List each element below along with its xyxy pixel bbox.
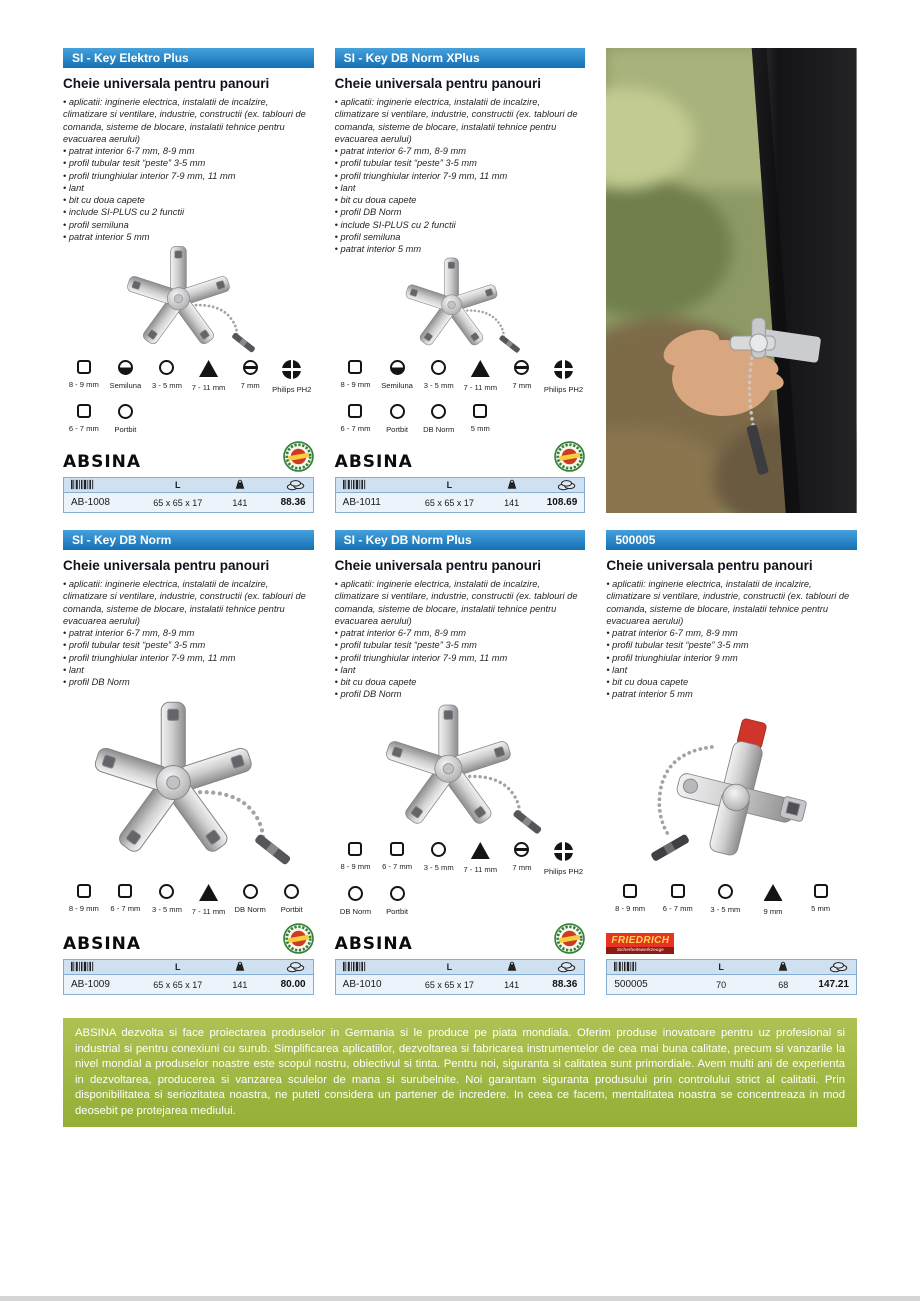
spec-table bbox=[335, 959, 586, 995]
profile-icon-label: 3 - 5 mm bbox=[423, 381, 454, 390]
product-photo bbox=[606, 48, 857, 513]
profile-icon bbox=[376, 404, 418, 434]
key-illustration bbox=[340, 701, 581, 840]
profile-icon-label: 3 - 5 mm bbox=[710, 905, 741, 914]
feature-bullet: • bit cu doua capete bbox=[334, 677, 417, 688]
feature-bullet: • profil DB Norm bbox=[334, 689, 402, 700]
circle-profile-icon bbox=[390, 886, 405, 901]
barcode-icon bbox=[71, 961, 134, 972]
feature-bullet: • patrat interior 6-7 mm, 8-9 mm bbox=[63, 146, 195, 157]
square-profile-icon bbox=[473, 404, 487, 418]
friedrich-logo-text: FRIEDRICH bbox=[606, 933, 674, 947]
feature-bullet: • lant bbox=[63, 182, 84, 193]
spec-table bbox=[606, 959, 857, 995]
feature-bullet: • profil triunghiular interior 7-9 mm, 11 mm bbox=[334, 170, 508, 181]
price-icon bbox=[530, 479, 577, 491]
feature-bullet: • lant bbox=[334, 182, 356, 193]
feature-list bbox=[335, 96, 586, 255]
product-title: Cheie universala pentru panouri bbox=[334, 76, 541, 91]
feature-bullet: • aplicatii: inginerie electrica, instalatii de incalzire, climatizare si ventilare, industrie, constructii (ex. tablouri de comanda, sisteme de blocare, instalatii tehnice pentru evacuarea aerului) bbox=[606, 579, 850, 626]
product-card-header: SI - Key Elektro Plus bbox=[63, 48, 314, 68]
triangle-profile-icon bbox=[471, 360, 490, 377]
product-price: 108.69 bbox=[546, 497, 578, 508]
brand-row bbox=[335, 923, 586, 954]
square-profile-icon bbox=[623, 884, 637, 898]
profile-icon-label: 6 - 7 mm bbox=[662, 904, 693, 913]
profile-icon-label: Portbit bbox=[280, 905, 303, 914]
feature-list bbox=[63, 578, 314, 688]
friedrich-logo bbox=[606, 933, 674, 954]
profile-icon-label: Semiluna bbox=[109, 381, 142, 390]
feature-bullet: • profil triunghiular interior 7-9 mm, 11 mm bbox=[63, 652, 236, 663]
profile-icon-label: DB Norm bbox=[234, 905, 266, 914]
product-price: 80.00 bbox=[280, 979, 306, 990]
company-description bbox=[63, 1018, 857, 1127]
product-code: AB-1009 bbox=[71, 979, 110, 990]
profile-icon bbox=[501, 360, 543, 394]
feature-bullet: • profil semiluna bbox=[63, 219, 129, 230]
product-title: Cheie universala pentru panouri bbox=[334, 558, 541, 573]
profile-icon-label: 6 - 7 mm bbox=[110, 904, 141, 913]
spec-table-row bbox=[336, 493, 585, 512]
product-title: Cheie universala pentru panouri bbox=[63, 76, 270, 91]
profile-icon-label: DB Norm bbox=[339, 907, 372, 916]
feature-bullet: • patrat interior 6-7 mm, 8-9 mm bbox=[63, 628, 195, 639]
dimensions-column-label: L bbox=[446, 480, 453, 490]
barcode-icon bbox=[343, 479, 406, 490]
page-edge-strip bbox=[0, 1296, 920, 1301]
product-dimensions: 65 x 65 x 17 bbox=[424, 979, 474, 990]
feature-bullet: • lant bbox=[334, 664, 356, 675]
semiluna-profile-icon bbox=[390, 360, 405, 375]
spec-table bbox=[63, 959, 314, 995]
profile-icon-label: 8 - 9 mm bbox=[68, 904, 99, 913]
product-title: Cheie universala pentru panouri bbox=[606, 558, 813, 573]
profile-icon-label: 7 - 11 mm bbox=[463, 865, 498, 874]
profile-icon-label: 7 mm bbox=[512, 863, 532, 872]
product-card-header: SI - Key DB Norm XPlus bbox=[335, 48, 586, 68]
profile-icon-label: Portbit bbox=[114, 425, 137, 434]
square-profile-icon bbox=[348, 404, 362, 418]
profile-icon bbox=[335, 360, 377, 394]
feature-bullet: • bit cu doua capete bbox=[63, 195, 145, 206]
feature-list bbox=[606, 578, 857, 701]
square-profile-icon bbox=[348, 842, 362, 856]
product-card-ab1008 bbox=[63, 48, 314, 513]
profile-icon-label: 7 - 11 mm bbox=[191, 907, 226, 916]
profile-icon bbox=[105, 404, 147, 434]
circle-profile-icon bbox=[718, 884, 733, 899]
profile-icon-label: 7 - 11 mm bbox=[191, 383, 226, 392]
feature-bullet: • profil triunghiular interior 7-9 mm, 11 mm bbox=[63, 170, 236, 181]
product-image bbox=[335, 701, 586, 840]
german-engineering-badge bbox=[554, 441, 585, 472]
profile-icon-label: Portbit bbox=[386, 425, 409, 434]
spec-table-header bbox=[336, 478, 585, 493]
circle-profile-icon bbox=[159, 360, 174, 375]
brand-row bbox=[63, 923, 314, 954]
triangle-profile-icon bbox=[471, 842, 490, 859]
profile-icon-label: Portbit bbox=[386, 907, 409, 916]
feature-bullet: • aplicatii: inginerie electrica, instalatii de incalzire, climatizare si ventilare, industrie, constructii (ex. tablouri de comanda, sisteme de blocare, instalatii tehnice pentru evacuarea aerului) bbox=[334, 579, 578, 626]
feature-bullet: • patrat interior 5 mm bbox=[606, 689, 693, 700]
feature-bullet: • profil semiluna bbox=[334, 231, 401, 242]
feature-bullet: • patrat interior 6-7 mm, 8-9 mm bbox=[606, 628, 738, 639]
company-description-text: ABSINA dezvolta si face proiectarea produselor in Germania si le produce pe piata mondiala. Oferim produse inovatoare pentru uz profesional si industrial si pentru conexiuni cu surub. Simplificarea aplicatiilor, dezvoltarea si fabricarea instrumentelor de cea mai buna calitate, precum si vanzarile la nivel mondial a produselor noastre este scopul nostru, obiectivul si tinta. Pentru noi, siguranta si calitatea sunt primordiale. Avem multi ani de experienta in dezvoltarea, producerea si vanzarea sculelor de mana si surubelnite. Noi garantam siguranta produsului prin controlului strict al calitatii. Prin disponibilitatea si seriozitatea noastra, ne puteti considera un partener de incredere. In ceea ce facem, mentalitatea noastra se concentreaza in mod deosebit pe protejarea mediului. bbox=[75, 1027, 845, 1117]
profile-icon bbox=[543, 842, 585, 876]
profile-icon bbox=[376, 360, 418, 394]
absina-logo: ABSINA bbox=[334, 934, 413, 954]
product-dimensions: 65 x 65 x 17 bbox=[424, 497, 474, 508]
absina-logo: ABSINA bbox=[334, 452, 413, 472]
product-price: 88.36 bbox=[552, 979, 578, 990]
circle-profile-icon bbox=[243, 884, 258, 899]
feature-list bbox=[63, 96, 314, 243]
product-code: AB-1008 bbox=[71, 497, 110, 508]
feature-bullet: • lant bbox=[606, 664, 628, 675]
profile-icon-label: Philips PH2 bbox=[543, 385, 584, 394]
profile-icon-label: Philips PH2 bbox=[272, 385, 312, 394]
product-card-ab1011 bbox=[335, 48, 586, 513]
profile-icon bbox=[229, 884, 271, 916]
profile-icon-label: 6 - 7 mm bbox=[68, 424, 99, 433]
barcode-icon bbox=[614, 961, 677, 972]
profile-icon-label: 8 - 9 mm bbox=[68, 380, 99, 389]
square-profile-icon bbox=[671, 884, 685, 898]
profile-icon bbox=[459, 404, 501, 434]
brand-row bbox=[63, 441, 314, 472]
square-profile-icon bbox=[77, 884, 91, 898]
price-icon bbox=[259, 961, 306, 973]
catalog-page bbox=[63, 48, 857, 1127]
german-engineering-badge bbox=[283, 923, 314, 954]
square-profile-icon bbox=[77, 360, 91, 374]
profile-icon-label: 8 - 9 mm bbox=[340, 862, 371, 871]
profile-icon bbox=[376, 886, 418, 916]
product-card-header: 500005 bbox=[606, 530, 857, 550]
profile-icon bbox=[229, 360, 271, 394]
profile-icon bbox=[335, 842, 377, 876]
product-code: AB-1011 bbox=[342, 497, 381, 508]
hand-with-key-photo bbox=[606, 48, 857, 513]
feature-bullet: • profil tubular tesit “peste” 3-5 mm bbox=[606, 640, 749, 651]
profile-icon bbox=[188, 884, 230, 916]
profile-icon-label: 7 mm bbox=[240, 381, 260, 390]
feature-bullet: • profil tubular tesit “peste” 3-5 mm bbox=[334, 158, 477, 169]
profile-icon-label: 7 - 11 mm bbox=[463, 383, 498, 392]
profile-icon-label: DB Norm bbox=[423, 425, 455, 434]
feature-bullet: • patrat interior 6-7 mm, 8-9 mm bbox=[334, 146, 467, 157]
spec-table-row bbox=[336, 975, 585, 994]
product-dimensions: 65 x 65 x 17 bbox=[153, 979, 203, 990]
profile-icons bbox=[335, 360, 586, 434]
philips-profile-icon bbox=[554, 360, 573, 379]
feature-bullet: • include SI-PLUS cu 2 functii bbox=[334, 219, 456, 230]
spec-table-header bbox=[64, 960, 313, 975]
dimensions-column-label: L bbox=[718, 962, 724, 972]
square-profile-icon bbox=[118, 884, 132, 898]
semiluna-profile-icon bbox=[118, 360, 133, 375]
feature-bullet: • include SI-PLUS cu 2 functii bbox=[63, 207, 185, 218]
slot-profile-icon bbox=[243, 360, 258, 375]
product-title: Cheie universala pentru panouri bbox=[63, 558, 270, 573]
feature-bullet: • patrat interior 6-7 mm, 8-9 mm bbox=[334, 628, 467, 639]
dimensions-column-label: L bbox=[175, 480, 181, 490]
profile-icons bbox=[63, 360, 314, 434]
product-weight: 68 bbox=[778, 979, 789, 990]
profile-icon bbox=[105, 884, 147, 916]
profile-icon bbox=[797, 884, 845, 916]
profile-icon-label: 3 - 5 mm bbox=[152, 381, 182, 390]
feature-list bbox=[335, 578, 586, 701]
price-icon bbox=[802, 961, 849, 973]
weight-icon bbox=[221, 961, 259, 972]
triangle-profile-icon bbox=[199, 884, 218, 901]
product-price: 88.36 bbox=[280, 497, 306, 508]
feature-bullet: • aplicatii: inginerie electrica, instalatii de incalzire, climatizare si ventilare, industrie, constructii (ex. tablouri de comanda, sisteme de blocare, instalatii tehnice pentru evacuarea aerului) bbox=[334, 97, 578, 144]
feature-bullet: • patrat interior 5 mm bbox=[334, 244, 422, 255]
dimensions-column-label: L bbox=[175, 962, 181, 972]
profile-icon bbox=[146, 884, 188, 916]
weight-icon bbox=[493, 479, 531, 490]
friedrich-logo-subtext: Sicherheitswerkzeuge bbox=[606, 947, 674, 954]
spec-table-row bbox=[607, 975, 856, 994]
profile-icon-label: 5 mm bbox=[470, 424, 490, 433]
product-card-header: SI - Key DB Norm bbox=[63, 530, 314, 550]
circle-profile-icon bbox=[390, 404, 405, 419]
product-weight: 141 bbox=[232, 979, 248, 990]
profile-icon bbox=[271, 884, 313, 916]
profile-icons bbox=[606, 884, 857, 916]
feature-bullet: • profil DB Norm bbox=[63, 677, 130, 688]
brand-row bbox=[335, 441, 586, 472]
profile-icon bbox=[749, 884, 797, 916]
square-profile-icon bbox=[390, 842, 404, 856]
profile-icon bbox=[63, 884, 105, 916]
product-image bbox=[335, 255, 586, 358]
profile-icon-label: 8 - 9 mm bbox=[340, 380, 371, 389]
product-dimensions: 70 bbox=[716, 979, 727, 990]
circle-profile-icon bbox=[118, 404, 133, 419]
product-image bbox=[63, 243, 314, 358]
spec-table bbox=[335, 477, 586, 513]
key-illustration bbox=[68, 690, 309, 880]
product-weight: 141 bbox=[232, 497, 248, 508]
key-illustration bbox=[340, 255, 581, 358]
german-engineering-badge bbox=[283, 441, 314, 472]
profile-icon bbox=[146, 360, 188, 394]
square-profile-icon bbox=[348, 360, 362, 374]
profile-icon bbox=[376, 842, 418, 876]
product-code: 500005 bbox=[614, 979, 648, 990]
profile-icon bbox=[459, 842, 501, 876]
product-weight: 141 bbox=[504, 979, 520, 990]
profile-icon bbox=[63, 360, 105, 394]
feature-bullet: • patrat interior 5 mm bbox=[63, 231, 150, 242]
feature-bullet: • profil triunghiular interior 9 mm bbox=[606, 652, 738, 663]
product-code: AB-1010 bbox=[342, 979, 382, 990]
profile-icon-label: 9 mm bbox=[763, 907, 783, 916]
spec-table-header bbox=[607, 960, 856, 975]
key-illustration bbox=[68, 243, 309, 358]
weight-icon bbox=[765, 961, 803, 972]
profile-icon bbox=[606, 884, 654, 916]
profile-icon-label: 6 - 7 mm bbox=[382, 862, 413, 871]
profile-icon bbox=[105, 360, 147, 394]
profile-icon-label: 3 - 5 mm bbox=[152, 905, 182, 914]
profile-icons bbox=[63, 884, 314, 916]
profile-icon bbox=[654, 884, 702, 916]
circle-profile-icon bbox=[431, 360, 446, 375]
profile-icon bbox=[271, 360, 313, 394]
product-dimensions: 65 x 65 x 17 bbox=[153, 497, 203, 508]
product-card-header: SI - Key DB Norm Plus bbox=[335, 530, 586, 550]
philips-profile-icon bbox=[554, 842, 573, 861]
feature-bullet: • profil tubular tesit “peste” 3-5 mm bbox=[334, 640, 477, 651]
spec-table bbox=[63, 477, 314, 513]
triangle-profile-icon bbox=[764, 884, 783, 901]
feature-bullet: • aplicatii: inginerie electrica, instalatii de incalzire, climatizare si ventilare, industrie, constructii (ex. tablouri de comanda, sisteme de blocare, instalatii tehnice pentru evacuarea aerului) bbox=[63, 579, 306, 626]
profile-icon bbox=[702, 884, 750, 916]
profile-icon bbox=[335, 886, 377, 916]
profile-icon bbox=[418, 360, 460, 394]
profile-icons bbox=[335, 842, 586, 916]
brand-row bbox=[606, 923, 857, 954]
barcode-icon bbox=[71, 479, 134, 490]
profile-icon bbox=[543, 360, 585, 394]
absina-logo: ABSINA bbox=[63, 452, 142, 472]
feature-bullet: • bit cu doua capete bbox=[334, 195, 417, 206]
philips-profile-icon bbox=[282, 360, 301, 379]
square-profile-icon bbox=[814, 884, 828, 898]
absina-logo: ABSINA bbox=[63, 934, 142, 954]
slot-profile-icon bbox=[514, 842, 529, 857]
feature-bullet: • profil triunghiular interior 7-9 mm, 11 mm bbox=[334, 652, 508, 663]
product-card-ab1010 bbox=[335, 530, 586, 995]
feature-bullet: • aplicatii: inginerie electrica, instalatii de incalzire, climatizare si ventilare, industrie, constructii (ex. tablouri de comanda, sisteme de blocare, instalatii tehnice pentru evacuarea aerului) bbox=[63, 97, 306, 144]
circle-profile-icon bbox=[431, 404, 446, 419]
profile-icon bbox=[63, 404, 105, 434]
profile-icon-label: 5 mm bbox=[811, 904, 831, 913]
profile-icon bbox=[501, 842, 543, 876]
german-engineering-badge bbox=[554, 923, 585, 954]
profile-icon-label: 6 - 7 mm bbox=[340, 424, 371, 433]
spec-table-row bbox=[64, 493, 313, 512]
product-card-500005 bbox=[606, 530, 857, 995]
product-grid bbox=[63, 48, 857, 995]
feature-bullet: • profil tubular tesit “peste” 3-5 mm bbox=[63, 158, 206, 169]
profile-icon-label: 7 mm bbox=[512, 381, 532, 390]
product-card-ab1009 bbox=[63, 530, 314, 995]
triangle-profile-icon bbox=[199, 360, 218, 377]
circle-profile-icon bbox=[159, 884, 174, 899]
profile-icon-label: 3 - 5 mm bbox=[423, 863, 454, 872]
profile-icon-label: Philips PH2 bbox=[543, 867, 584, 876]
feature-bullet: • profil tubular tesit “peste” 3-5 mm bbox=[63, 640, 206, 651]
circle-profile-icon bbox=[431, 842, 446, 857]
weight-icon bbox=[493, 961, 531, 972]
price-icon bbox=[530, 961, 577, 973]
spec-table-header bbox=[336, 960, 585, 975]
spec-table-row bbox=[64, 975, 313, 994]
profile-icon bbox=[418, 842, 460, 876]
slot-profile-icon bbox=[514, 360, 529, 375]
spec-table-header bbox=[64, 478, 313, 493]
price-icon bbox=[259, 479, 306, 491]
feature-bullet: • lant bbox=[63, 664, 84, 675]
weight-icon bbox=[221, 479, 259, 490]
feature-bullet: • profil DB Norm bbox=[334, 207, 402, 218]
profile-icon bbox=[418, 404, 460, 434]
product-image bbox=[606, 701, 857, 882]
feature-bullet: • bit cu doua capete bbox=[606, 677, 689, 688]
barcode-icon bbox=[343, 961, 406, 972]
profile-icon-label: Semiluna bbox=[381, 381, 413, 390]
profile-icon bbox=[335, 404, 377, 434]
key-illustration bbox=[611, 701, 852, 882]
square-profile-icon bbox=[77, 404, 91, 418]
circle-profile-icon bbox=[348, 886, 363, 901]
profile-icon bbox=[459, 360, 501, 394]
profile-icon-label: 8 - 9 mm bbox=[615, 904, 646, 913]
product-image bbox=[63, 688, 314, 882]
dimensions-column-label: L bbox=[446, 962, 453, 972]
circle-profile-icon bbox=[284, 884, 299, 899]
product-price: 147.21 bbox=[818, 979, 849, 990]
product-weight: 141 bbox=[504, 497, 520, 508]
profile-icon bbox=[188, 360, 230, 394]
